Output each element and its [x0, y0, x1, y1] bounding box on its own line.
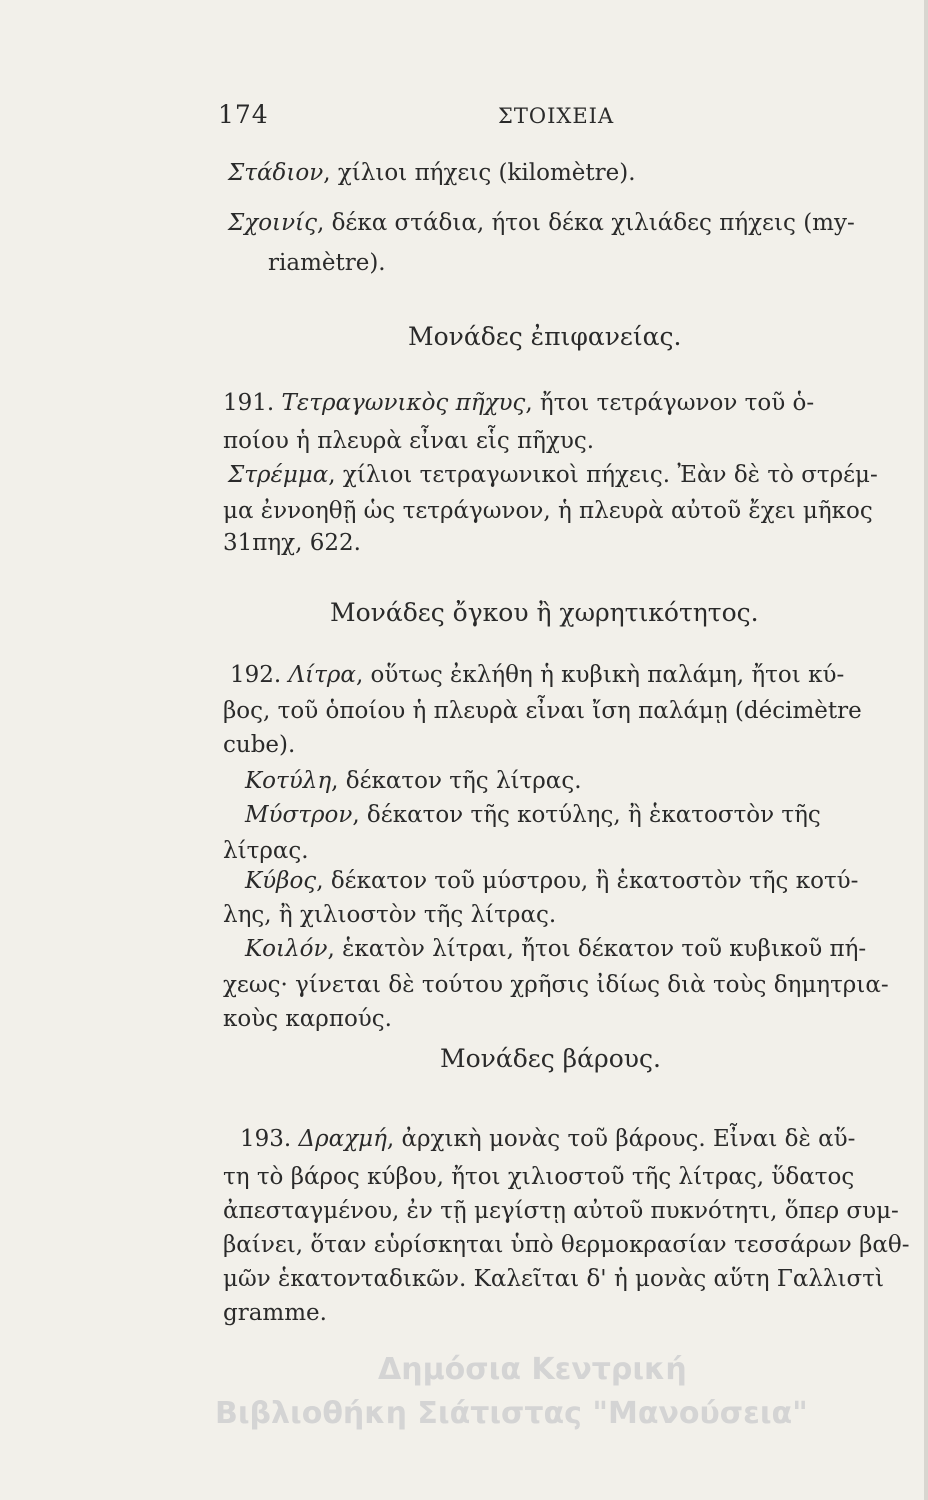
text-line: Κοτύλη, δέκατον τῆς λίτρας. — [245, 768, 582, 794]
text-line: ἀπεσταγμένου, ἐν τῇ μεγίστῃ αὐτοῦ πυκνότητι, ὅπερ συμ- — [223, 1198, 899, 1224]
text-line: τη τὸ βάρος κύβου, ἤτοι χιλιοστοῦ τῆς λίτρας, ὕδατος — [223, 1164, 855, 1190]
text-line: 31πηχ, 622. — [223, 530, 361, 556]
section-heading: Μονάδες ὄγκου ἢ χωρητικότητος. — [330, 598, 759, 627]
section-heading: Μονάδες βάρους. — [440, 1044, 661, 1073]
text-line: ποίου ἡ πλευρὰ εἶναι εἷς πῆχυς. — [223, 428, 595, 454]
text-line: Σχοινίς, δέκα στάδια, ήτοι δέκα χιλιάδες πήχεις (my- — [228, 210, 855, 236]
text-line: riamètre). — [268, 250, 386, 276]
library-watermark: Δημόσια Κεντρική — [378, 1352, 687, 1387]
page-edge — [924, 0, 928, 1500]
text-line: λίτρας. — [223, 838, 309, 864]
text-line: 192. Λίτρα, οὕτως ἐκλήθη ἡ κυβικὴ παλάμη, ἤτοι κύ- — [230, 662, 845, 688]
page-number: 174 — [218, 100, 269, 129]
text-line: λης, ἢ χιλιοστὸν τῆς λίτρας. — [223, 902, 557, 928]
text-line: Κοιλόν, ἑκατὸν λίτραι, ἤτοι δέκατον τοῦ κυβικοῦ πή- — [245, 936, 867, 962]
text-line: Στάδιον, χίλιοι πήχεις (kilomètre). — [228, 160, 636, 186]
text-line: Κύβος, δέκατον τοῦ μύστρου, ἢ ἑκατοστὸν τῆς κοτύ- — [245, 868, 859, 894]
text-line: 193. Δραχμή, ἀρχικὴ μονὰς τοῦ βάρους. Εἶναι δὲ αὕ- — [240, 1126, 856, 1152]
text-line: Στρέμμα, χίλιοι τετραγωνικοὶ πήχεις. Ἐὰν δὲ τὸ στρέμ- — [228, 462, 878, 488]
text-line: Μύστρον, δέκατον τῆς κοτύλης, ἢ ἑκατοστὸν τῆς — [245, 802, 821, 828]
text-line: κοὺς καρπούς. — [223, 1006, 392, 1032]
text-line: gramme. — [223, 1300, 327, 1326]
text-line: βος, τοῦ ὁποίου ἡ πλευρὰ εἶναι ἴση παλάμῃ (décimètre — [223, 698, 862, 724]
running-title: ΣΤΟΙΧΕΙΑ — [498, 104, 615, 128]
text-line: μῶν ἑκατονταδικῶν. Καλεῖται δ' ἡ μονὰς αὕτη Γαλλιστὶ — [223, 1266, 884, 1292]
section-heading: Μονάδες ἐπιφανείας. — [408, 322, 682, 351]
text-line: μα ἐννοηθῇ ὡς τετράγωνον, ἡ πλευρὰ αὐτοῦ ἔχει μῆκος — [223, 498, 873, 524]
library-watermark: Βιβλιοθήκη Σιάτιστας "Μανούσεια" — [215, 1396, 808, 1431]
text-line: cube). — [223, 732, 296, 758]
text-line: βαίνει, ὅταν εὑρίσκηται ὑπὸ θερμοκρασίαν τεσσάρων βαθ- — [223, 1232, 910, 1258]
text-line: 191. Τετραγωνικὸς πῆχυς, ἤτοι τετράγωνον τοῦ ὁ- — [223, 390, 815, 416]
text-line: χεως· γίνεται δὲ τούτου χρῆσις ἰδίως διὰ τοὺς δημητρια- — [223, 972, 889, 998]
